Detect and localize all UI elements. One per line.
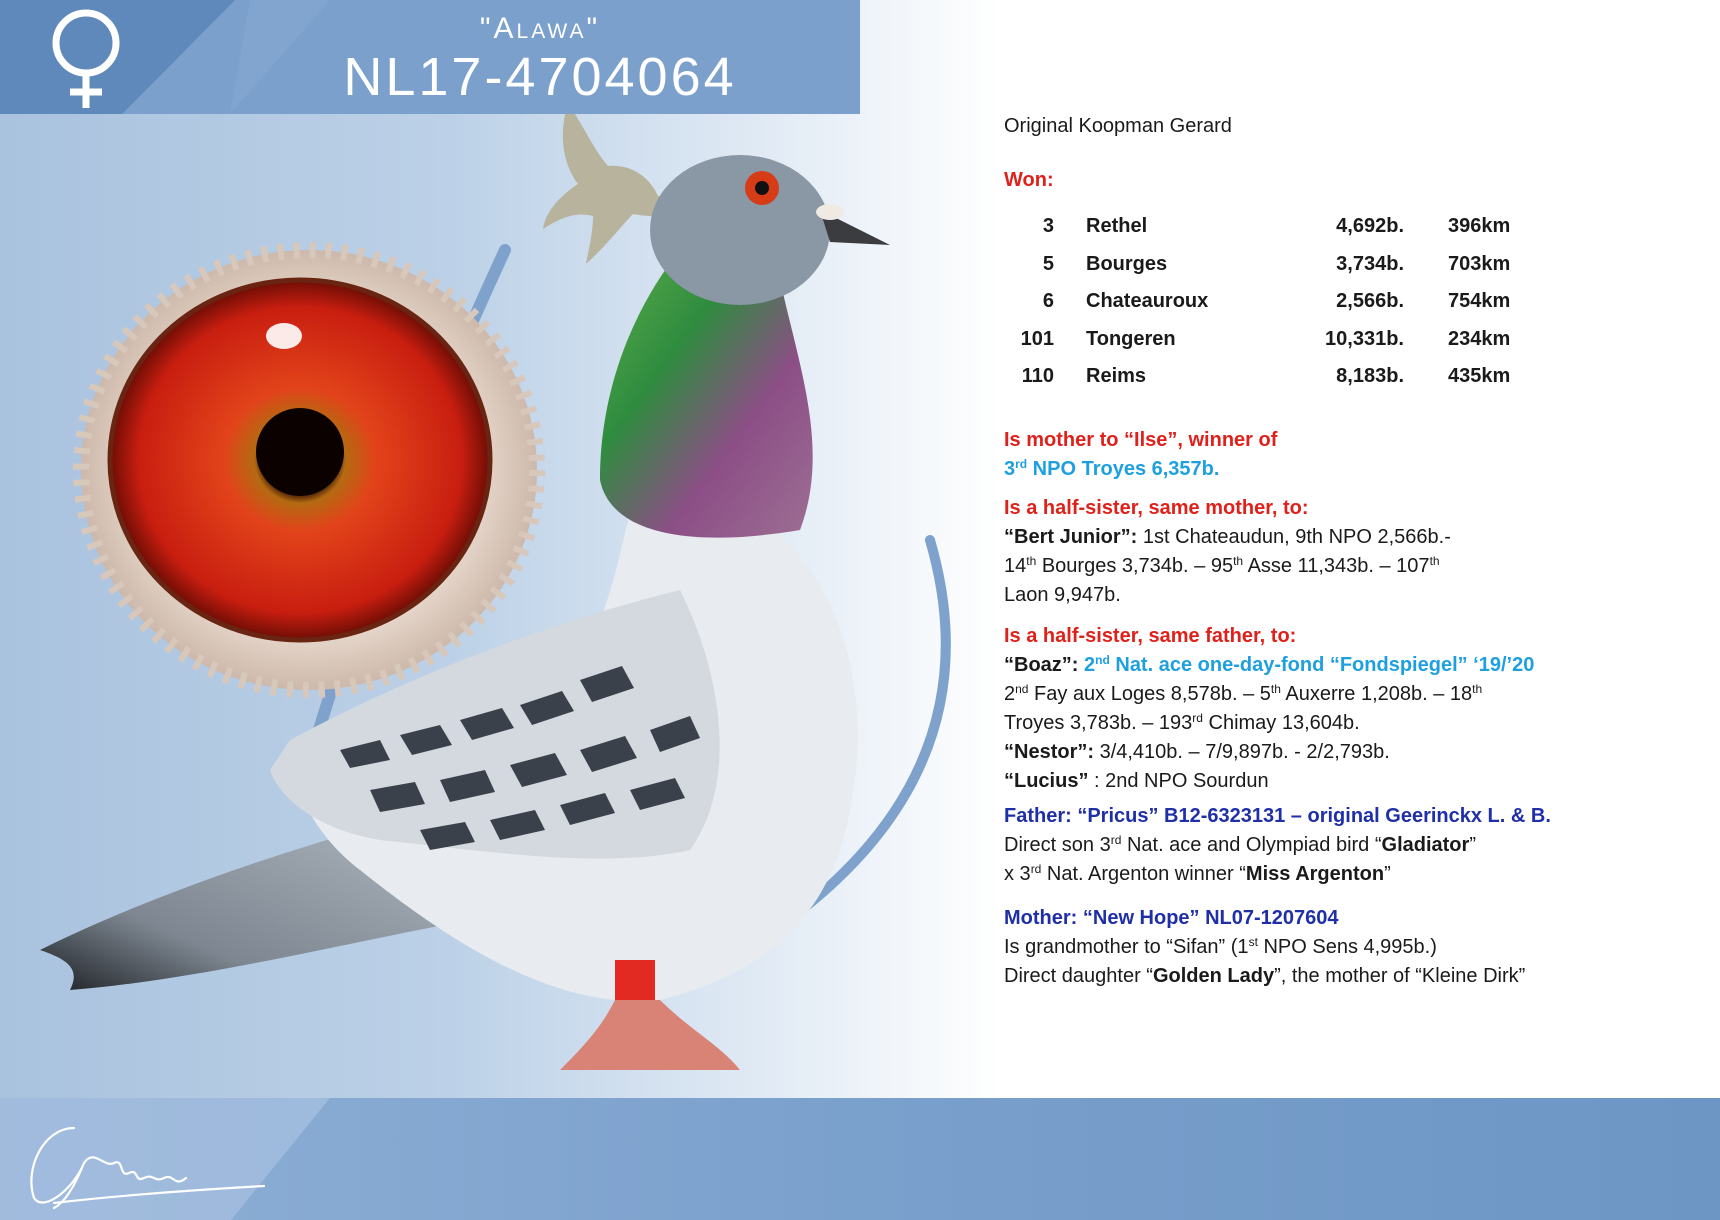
- result-row: [1004, 250, 1564, 288]
- result-place: Rethel: [1086, 215, 1148, 237]
- won-heading: Won:: [1004, 169, 1054, 191]
- mother-section: [1004, 904, 1704, 991]
- boaz-line-2: 2nd Fay aux Loges 8,578b. – 5th Auxerre 1,208b. – 18th: [1004, 682, 1483, 705]
- result-place: Reims: [1086, 365, 1147, 387]
- pigeon-name: "Alawa": [479, 12, 601, 45]
- results-table: [1004, 212, 1564, 400]
- result-birds: 8,183b.: [1336, 365, 1404, 387]
- result-distance: 234km: [1448, 327, 1511, 350]
- lucius-line: “Lucius” : 2nd NPO Sourdun: [1004, 770, 1269, 792]
- bert-junior-line-2: 14th Bourges 3,734b. – 95th Asse 11,343b. – 107th: [1004, 554, 1440, 577]
- result-position: 110: [1021, 365, 1054, 387]
- ring-number: NL17-4704064: [343, 47, 737, 107]
- result-distance: 396km: [1448, 215, 1511, 237]
- result-birds: 2,566b.: [1336, 290, 1404, 312]
- result-distance: 435km: [1448, 365, 1511, 387]
- result-row: [1004, 325, 1564, 363]
- result-birds: 4,692b.: [1336, 215, 1404, 237]
- result-distance: 754km: [1448, 290, 1511, 312]
- result-distance: 703km: [1448, 252, 1511, 275]
- boaz-line-3: Troyes 3,783b. – 193rd Chimay 13,604b.: [1004, 711, 1360, 734]
- result-row: [1004, 287, 1564, 325]
- result-position: 3: [1042, 215, 1054, 237]
- pigeon-photo: [40, 150, 980, 1140]
- result-place: Bourges: [1086, 252, 1168, 275]
- bert-junior-line: “Bert Junior”: 1st Chateaudun, 9th NPO 2,566b.-: [1004, 526, 1451, 548]
- father-section: [1004, 802, 1704, 889]
- result-position: 5: [1042, 252, 1054, 275]
- result-row: [1004, 362, 1564, 400]
- result-position: 101: [1020, 327, 1054, 350]
- half-sister-father-section: [1004, 622, 1704, 796]
- result-birds: 3,734b.: [1336, 252, 1404, 275]
- female-symbol-icon: [36, 8, 136, 108]
- half-sister-father-heading: Is a half-sister, same father, to:: [1004, 625, 1297, 647]
- signature-logo: [14, 1108, 274, 1218]
- mother-line-1: Is grandmother to “Sifan” (1st NPO Sens 4,995b.): [1004, 935, 1437, 958]
- result-row: [1004, 212, 1564, 250]
- mother-to-result: 3rd NPO Troyes 6,357b.: [1004, 457, 1220, 480]
- result-position: 6: [1042, 290, 1054, 312]
- bert-junior-line-3: Laon 9,947b.: [1004, 584, 1121, 606]
- mother-line-2: Direct daughter “Golden Lady”, the mother of “Kleine Dirk”: [1004, 965, 1526, 987]
- half-sister-mother-heading: Is a half-sister, same mother, to:: [1004, 497, 1309, 519]
- boaz-line: “Boaz”: 2nd Nat. ace one-day-fond “Fondspiegel” ‘19/’20: [1004, 653, 1535, 676]
- father-heading: Father: “Pricus” B12-6323131 – original Geerinckx L. & B.: [1004, 805, 1551, 827]
- owner-line: Original Koopman Gerard: [1004, 115, 1232, 137]
- mother-to-section: [1004, 426, 1704, 484]
- mother-heading: Mother: “New Hope” NL07-1207604: [1004, 907, 1339, 929]
- result-birds: 10,331b.: [1325, 327, 1404, 350]
- father-line-2: x 3rd Nat. Argenton winner “Miss Argenton”: [1004, 862, 1391, 885]
- result-place: Chateauroux: [1086, 290, 1209, 312]
- father-line-1: Direct son 3rd Nat. ace and Olympiad bird “Gladiator”: [1004, 833, 1476, 856]
- nestor-line: “Nestor”: 3/4,410b. – 7/9,897b. - 2/2,793b.: [1004, 741, 1390, 763]
- mother-to-heading: Is mother to “Ilse”, winner of: [1004, 429, 1278, 451]
- result-place: Tongeren: [1086, 327, 1176, 350]
- half-sister-mother-section: [1004, 494, 1704, 610]
